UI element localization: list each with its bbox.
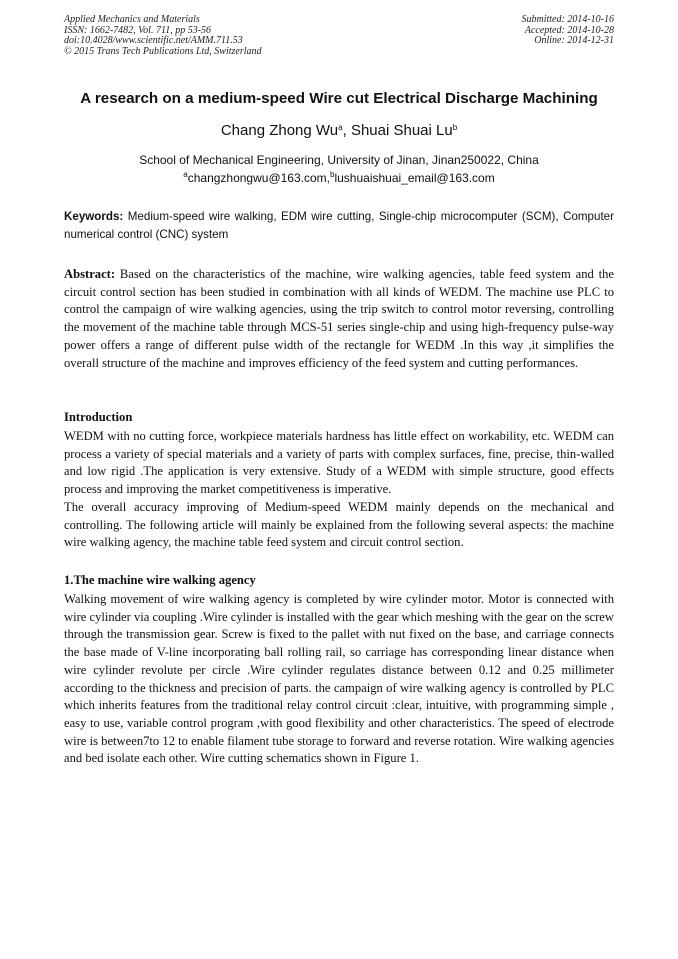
submitted-date: Submitted: 2014-10-16: [521, 14, 614, 25]
journal-header-right: [522, 15, 615, 47]
affiliation: School of Mechanical Engineering, University of Jinan, Jinan250022, China: [139, 153, 539, 167]
author-1: Chang Zhong Wu: [220, 122, 339, 139]
journal-header-left: [64, 15, 262, 57]
author-2-affil-mark: b: [452, 123, 458, 132]
journal-name: Applied Mechanics and Materials: [64, 14, 200, 25]
author-line: [0, 122, 678, 139]
accepted-date: Accepted: 2014-10-28: [524, 24, 614, 36]
email-b-mark: b: [330, 170, 335, 179]
email-a-mark: a: [183, 170, 188, 179]
email-line: [0, 171, 678, 185]
paper-title: A research on a medium-speed Wire cut Electrical Discharge Machining: [80, 90, 598, 107]
email-b[interactable]: lushuaishuai_email@163.com: [334, 171, 495, 185]
email-a[interactable]: changzhongwu@163.com,: [187, 171, 330, 185]
abstract-block: [64, 266, 614, 372]
copyright-line: © 2015 Trans Tech Publications Ltd, Switzerland: [64, 45, 262, 57]
section-1-paragraph: Walking movement of wire walking agency is completed by wire cylinder motor. Motor is connected with wire cylinder via coupling .Wire cylinder is installed with the gear which meshing with the gear on the screw through the transmission gear. Screw is fixed to the pallet with nut fixed on the base, and carriage connects the base made of V-line incorporating ball rolling rail, so carriage has corresponding linear distance when wire cylinder revolute per circle .Wire cylinder regulates distance between 0.12 and 0.25 millimeter according to the thickness and precision of parts. the campaign of wire walking agency is controlled by PLC which inherits features from the traditional relay control circuit :clear, intuitive, with programming simple , easy to use, variable control program ,with good flexibility and other characteristics. The speed of electrode wire is between7to 12 to enable filament tube storage to forward and reverse rotation. Wire walking agencies and bed isolate each other. Wire cutting schematics shown in Figure 1.: [64, 592, 614, 766]
section-1-heading: 1.The machine wire walking agency: [64, 573, 256, 587]
author-1-affil-mark: a: [338, 123, 343, 132]
abstract-label: Abstract:: [64, 267, 116, 281]
keywords-block: [64, 208, 614, 244]
keywords-label: Keywords:: [64, 210, 124, 223]
introduction-paragraph-2: The overall accuracy improving of Medium-speed WEDM mainly depends on the mechanical and controlling. The following article will mainly be explained from the following several aspects: the machine wire walking agency, the machine table feed system and circuit control section.: [64, 500, 614, 550]
doi-line[interactable]: doi:10.4028/www.scientific.net/AMM.711.53: [64, 35, 243, 47]
author-separator: ,: [342, 122, 351, 139]
issn-line: ISSN: 1662-7482, Vol. 711, pp 53-56: [64, 24, 212, 36]
abstract-text: Based on the characteristics of the machine, wire walking agencies, table feed system and the circuit control section has been studied in combination with all kinds of WEDM. The machine use PLC to control the campaign of wire walking agencies, using the trip switch to control motor reversing, controlling the movement of the machine table through MCS-51 series single-chip and using high-frequency pulse-way power offers a range of different pulse width of the rectangle for WEDM .In this way ,it simplifies the overall structure of the machine and improves efficiency of the feed system and cutting performances.: [64, 267, 614, 370]
online-date: Online: 2014-12-31: [534, 35, 614, 47]
author-2: Shuai Shuai Lu: [350, 122, 453, 139]
introduction-paragraph-1: WEDM with no cutting force, workpiece materials hardness has little effect on workability, etc. WEDM can process a variety of special materials and a variety of parts with complex surfaces, fine, precise, thin-walled and low rigid .The application is very extensive. Study of a WEDM with simple structure, good effects process and improving the market competitiveness is imperative.: [64, 429, 614, 497]
introduction-heading: Introduction: [64, 410, 133, 424]
keywords-text: Medium-speed wire walking, EDM wire cutting, Single-chip microcomputer (SCM), Computer numerical control (CNC) system: [64, 210, 614, 241]
